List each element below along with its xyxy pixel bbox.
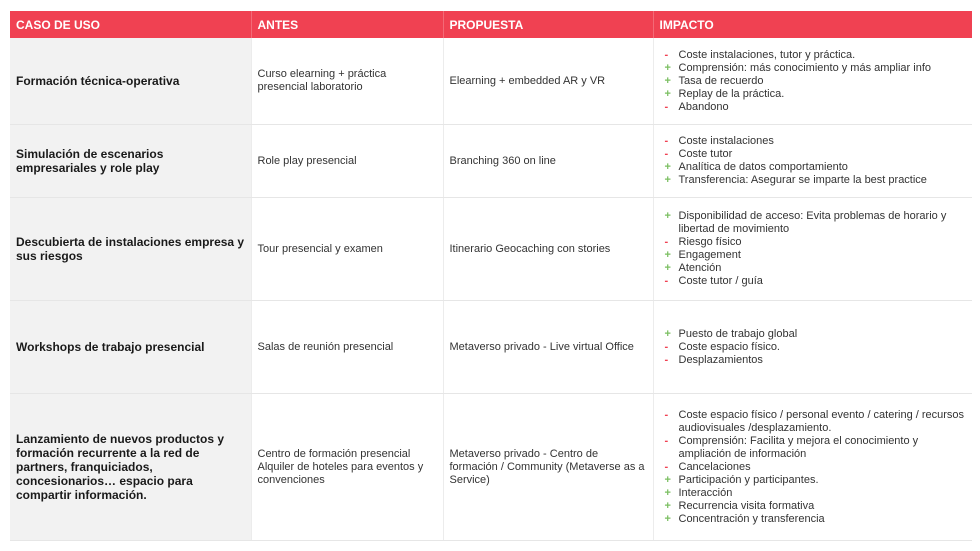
minus-icon: - [664,48,669,61]
propuesta-cell: Metaverso privado - Live virtual Office [443,301,653,394]
impact-text: Transferencia: Asegurar se imparte la best practice [678,174,927,186]
impact-item [660,148,967,161]
case-cell: Simulación de escenarios empresariales y role play [10,125,251,198]
antes-cell: Curso elearning + práctica presencial laboratorio [251,38,443,125]
impact-item [660,49,967,62]
impact-text: Coste tutor [678,148,733,160]
impact-text: Coste espacio físico. [678,340,780,353]
impact-text: Engagement [678,249,741,261]
impact-item [660,174,967,187]
propuesta-cell: Metaverso privado - Centro de formación / Community (Metaverse as a Service) [443,394,653,541]
minus-icon: - [664,340,669,353]
propuesta-cell: Elearning + embedded AR y VR [443,38,653,125]
impacto-cell [653,301,972,394]
impact-item [660,88,967,101]
minus-icon: - [664,148,669,160]
impacto-cell [653,125,972,198]
impact-item [660,435,967,461]
plus-icon: + [664,87,671,100]
case-cell: Lanzamiento de nuevos productos y formación recurrente a la red de partners, franquiciados, concesionarios… espacio para compartir información. [10,394,251,541]
impacto-cell [653,394,972,541]
impact-item [660,249,967,262]
plus-icon: + [664,473,671,486]
impact-text: Cancelaciones [678,460,751,473]
impact-text: Analítica de datos comportamiento [678,161,848,173]
plus-icon: + [664,486,671,499]
impact-item [660,354,967,367]
header-impacto: IMPACTO [653,11,972,38]
propuesta-cell: Itinerario Geocaching con stories [443,198,653,301]
plus-icon: + [664,262,671,274]
plus-icon: + [664,327,671,340]
table-row [10,301,972,394]
impact-item [660,328,967,341]
plus-icon: + [664,499,671,512]
impact-item [660,500,967,513]
impact-text: Atención [678,262,722,274]
impact-text: Recurrencia visita formativa [678,499,815,512]
impacto-cell [653,198,972,301]
impacto-cell [653,38,972,125]
impact-item [660,236,967,249]
case-cell: Workshops de trabajo presencial [10,301,251,394]
impact-text: Coste espacio físico / personal evento / catering / recursos audiovisuales /desplazamiento. [678,408,965,434]
minus-icon: - [664,353,669,366]
table-row [10,125,972,198]
impact-text: Interacción [678,486,733,499]
impact-item [660,461,967,474]
impact-text: Desplazamientos [678,353,763,366]
table-row [10,38,972,125]
impact-item [660,409,967,435]
impact-list [660,135,967,187]
minus-icon: - [664,135,669,147]
minus-icon: - [664,100,669,113]
impact-item [660,161,967,174]
header-row [10,11,972,38]
header-antes: ANTES [251,11,443,38]
impact-item [660,341,967,354]
impact-item [660,210,967,236]
impact-text: Abandono [678,100,729,113]
plus-icon: + [664,249,671,261]
plus-icon: + [664,61,671,74]
impact-item [660,513,967,526]
impact-list [660,49,967,114]
table-row [10,198,972,301]
impact-text: Coste instalaciones, tutor y práctica. [678,48,856,61]
impact-item [660,275,967,288]
minus-icon: - [664,460,669,473]
impact-text: Replay de la práctica. [678,87,785,100]
minus-icon: - [664,275,669,287]
impact-item [660,474,967,487]
minus-icon: - [664,236,669,248]
plus-icon: + [664,74,671,87]
plus-icon: + [664,512,671,525]
minus-icon: - [664,408,669,421]
antes-cell: Role play presencial [251,125,443,198]
impact-item [660,487,967,500]
impact-list [660,328,967,367]
comparison-table-wrapper [10,11,972,541]
antes-cell: Centro de formación presencial Alquiler de hoteles para eventos y convenciones [251,394,443,541]
impact-item [660,262,967,275]
impact-item [660,75,967,88]
impact-text: Comprensión: Facilita y mejora el conocimiento y ampliación de información [678,434,919,460]
table-row [10,394,972,541]
case-cell: Descubierta de instalaciones empresa y sus riesgos [10,198,251,301]
plus-icon: + [664,161,671,173]
header-caso: CASO DE USO [10,11,251,38]
impact-list [660,409,967,526]
impact-text: Disponibilidad de acceso: Evita problemas de horario y libertad de movimiento [678,210,947,235]
impact-item [660,135,967,148]
impact-text: Puesto de trabajo global [678,327,798,340]
impact-text: Tasa de recuerdo [678,74,764,87]
impact-text: Participación y participantes. [678,473,819,486]
propuesta-cell: Branching 360 on line [443,125,653,198]
impact-item [660,62,967,75]
plus-icon: + [664,174,671,186]
antes-cell: Salas de reunión presencial [251,301,443,394]
case-cell: Formación técnica-operativa [10,38,251,125]
impact-text: Coste tutor / guía [678,275,763,287]
impact-item [660,101,967,114]
minus-icon: - [664,434,669,447]
header-propuesta: PROPUESTA [443,11,653,38]
impact-text: Concentración y transferencia [678,512,825,525]
use-case-table [10,11,972,541]
impact-text: Coste instalaciones [678,135,774,147]
impact-list [660,210,967,288]
antes-cell: Tour presencial y examen [251,198,443,301]
plus-icon: + [664,210,671,222]
impact-text: Riesgo físico [678,236,742,248]
impact-text: Comprensión: más conocimiento y más ampliar info [678,61,931,74]
